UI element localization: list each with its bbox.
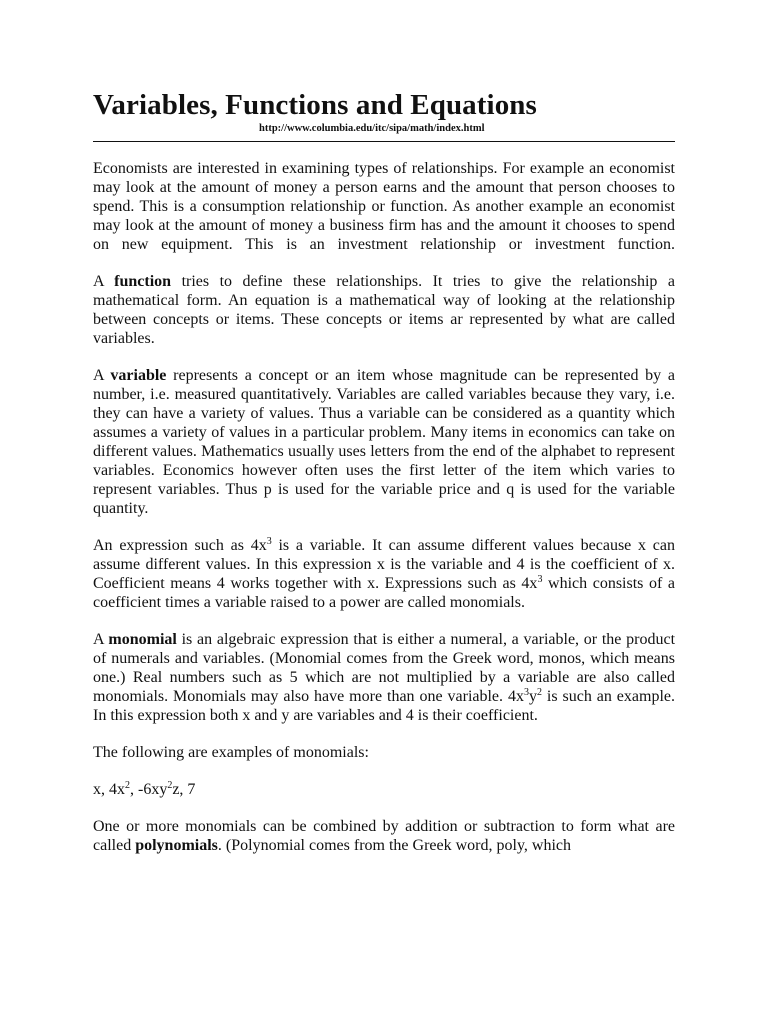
term-variable: variable: [110, 367, 167, 384]
paragraph-text: One or more monomials can be combined by addition or subtraction to form what are called: [93, 818, 675, 854]
paragraph-economists: Economists are interested in examining types of relationships. For example an economist may look at the amount of money a person earns and the amount that person chooses to spend. This is a consumption relationship or function. As another example an economist may look at the amount of money a business firm has and the amount it chooses to spend on new equipment. This is an investment relationship or investment function.: [93, 160, 675, 253]
term-function: function: [114, 273, 172, 290]
term-monomial: monomial: [108, 631, 177, 648]
paragraph-text: is such an example. In this expression both x and y are variables and 4 is their coefficient.: [93, 688, 675, 724]
superscript: 3: [537, 574, 543, 585]
paragraph-variable: [93, 366, 675, 518]
paragraph-text: represents a concept or an item whose magnitude can be represented by a number, i.e. measured quantitatively. Variables are called variables because they vary, i.e. they can have a variety of values. Thus a variable can be considered as a quantity which assumes a variety of values in a particular problem. Many items in economics can take on different values. Mathematics usually uses letters from the end of the alphabet to represent variables. Economics however often uses the first letter of the item which varies to represent variables. Thus p is used for the variable price and q is used for the variable quantity.: [93, 367, 676, 517]
term-polynomials: polynomials: [135, 837, 218, 854]
paragraph-text: y: [528, 688, 537, 705]
paragraph-text: A: [93, 631, 109, 648]
paragraph-text: which consists of a coefficient times a variable raised to a power are called monomials.: [93, 575, 676, 611]
source-url: http://www.columbia.edu/itc/sipa/math/index.html: [259, 123, 485, 134]
document-body: [93, 159, 675, 855]
page-title: Variables, Functions and Equations: [93, 89, 537, 121]
math-text: z, 7: [172, 781, 196, 798]
paragraph-text: A: [93, 367, 111, 384]
paragraph-text: . (Polynomial comes from the Greek word, poly, which: [217, 837, 571, 854]
paragraph-expression: [93, 536, 675, 612]
math-text: x, 4x: [93, 781, 125, 798]
superscript: 3: [266, 536, 272, 547]
paragraph-text: is an algebraic expression that is either a numeral, a variable, or the product of numerals and variables. (Monomial comes from the Greek word, monos, which means one.) Real numbers such as 5 which are not multiplied by a variable are also called monomials. Monomials may also have more than one variable. 4x: [93, 631, 676, 705]
paragraph-text: A: [93, 273, 115, 290]
paragraph-text: tries to define these relationships. It tries to give the relationship a mathematical form. An equation is a mathematical way of looking at the relationship between concepts or items. These concepts or items ar represented by what are called variables.: [93, 273, 676, 347]
superscript: 3: [523, 687, 529, 698]
monomial-examples: [93, 780, 675, 799]
paragraph-polynomials: [93, 817, 675, 855]
paragraph-function: [93, 272, 675, 348]
superscript: 2: [125, 780, 130, 791]
superscript: 2: [536, 687, 542, 698]
paragraph-monomial: [93, 630, 675, 725]
paragraph-text: is a variable. It can assume different values because x can assume different values. In this expression x is the variable and 4 is the coefficient of x. Coefficient means 4 works together with x. Expressions such as 4x: [93, 537, 675, 592]
superscript: 2: [167, 780, 173, 791]
title-divider: [93, 141, 675, 142]
math-text: , -6xy: [130, 781, 168, 798]
paragraph-text: An expression such as 4x: [93, 537, 267, 554]
paragraph-examples-intro: The following are examples of monomials:: [93, 744, 369, 761]
